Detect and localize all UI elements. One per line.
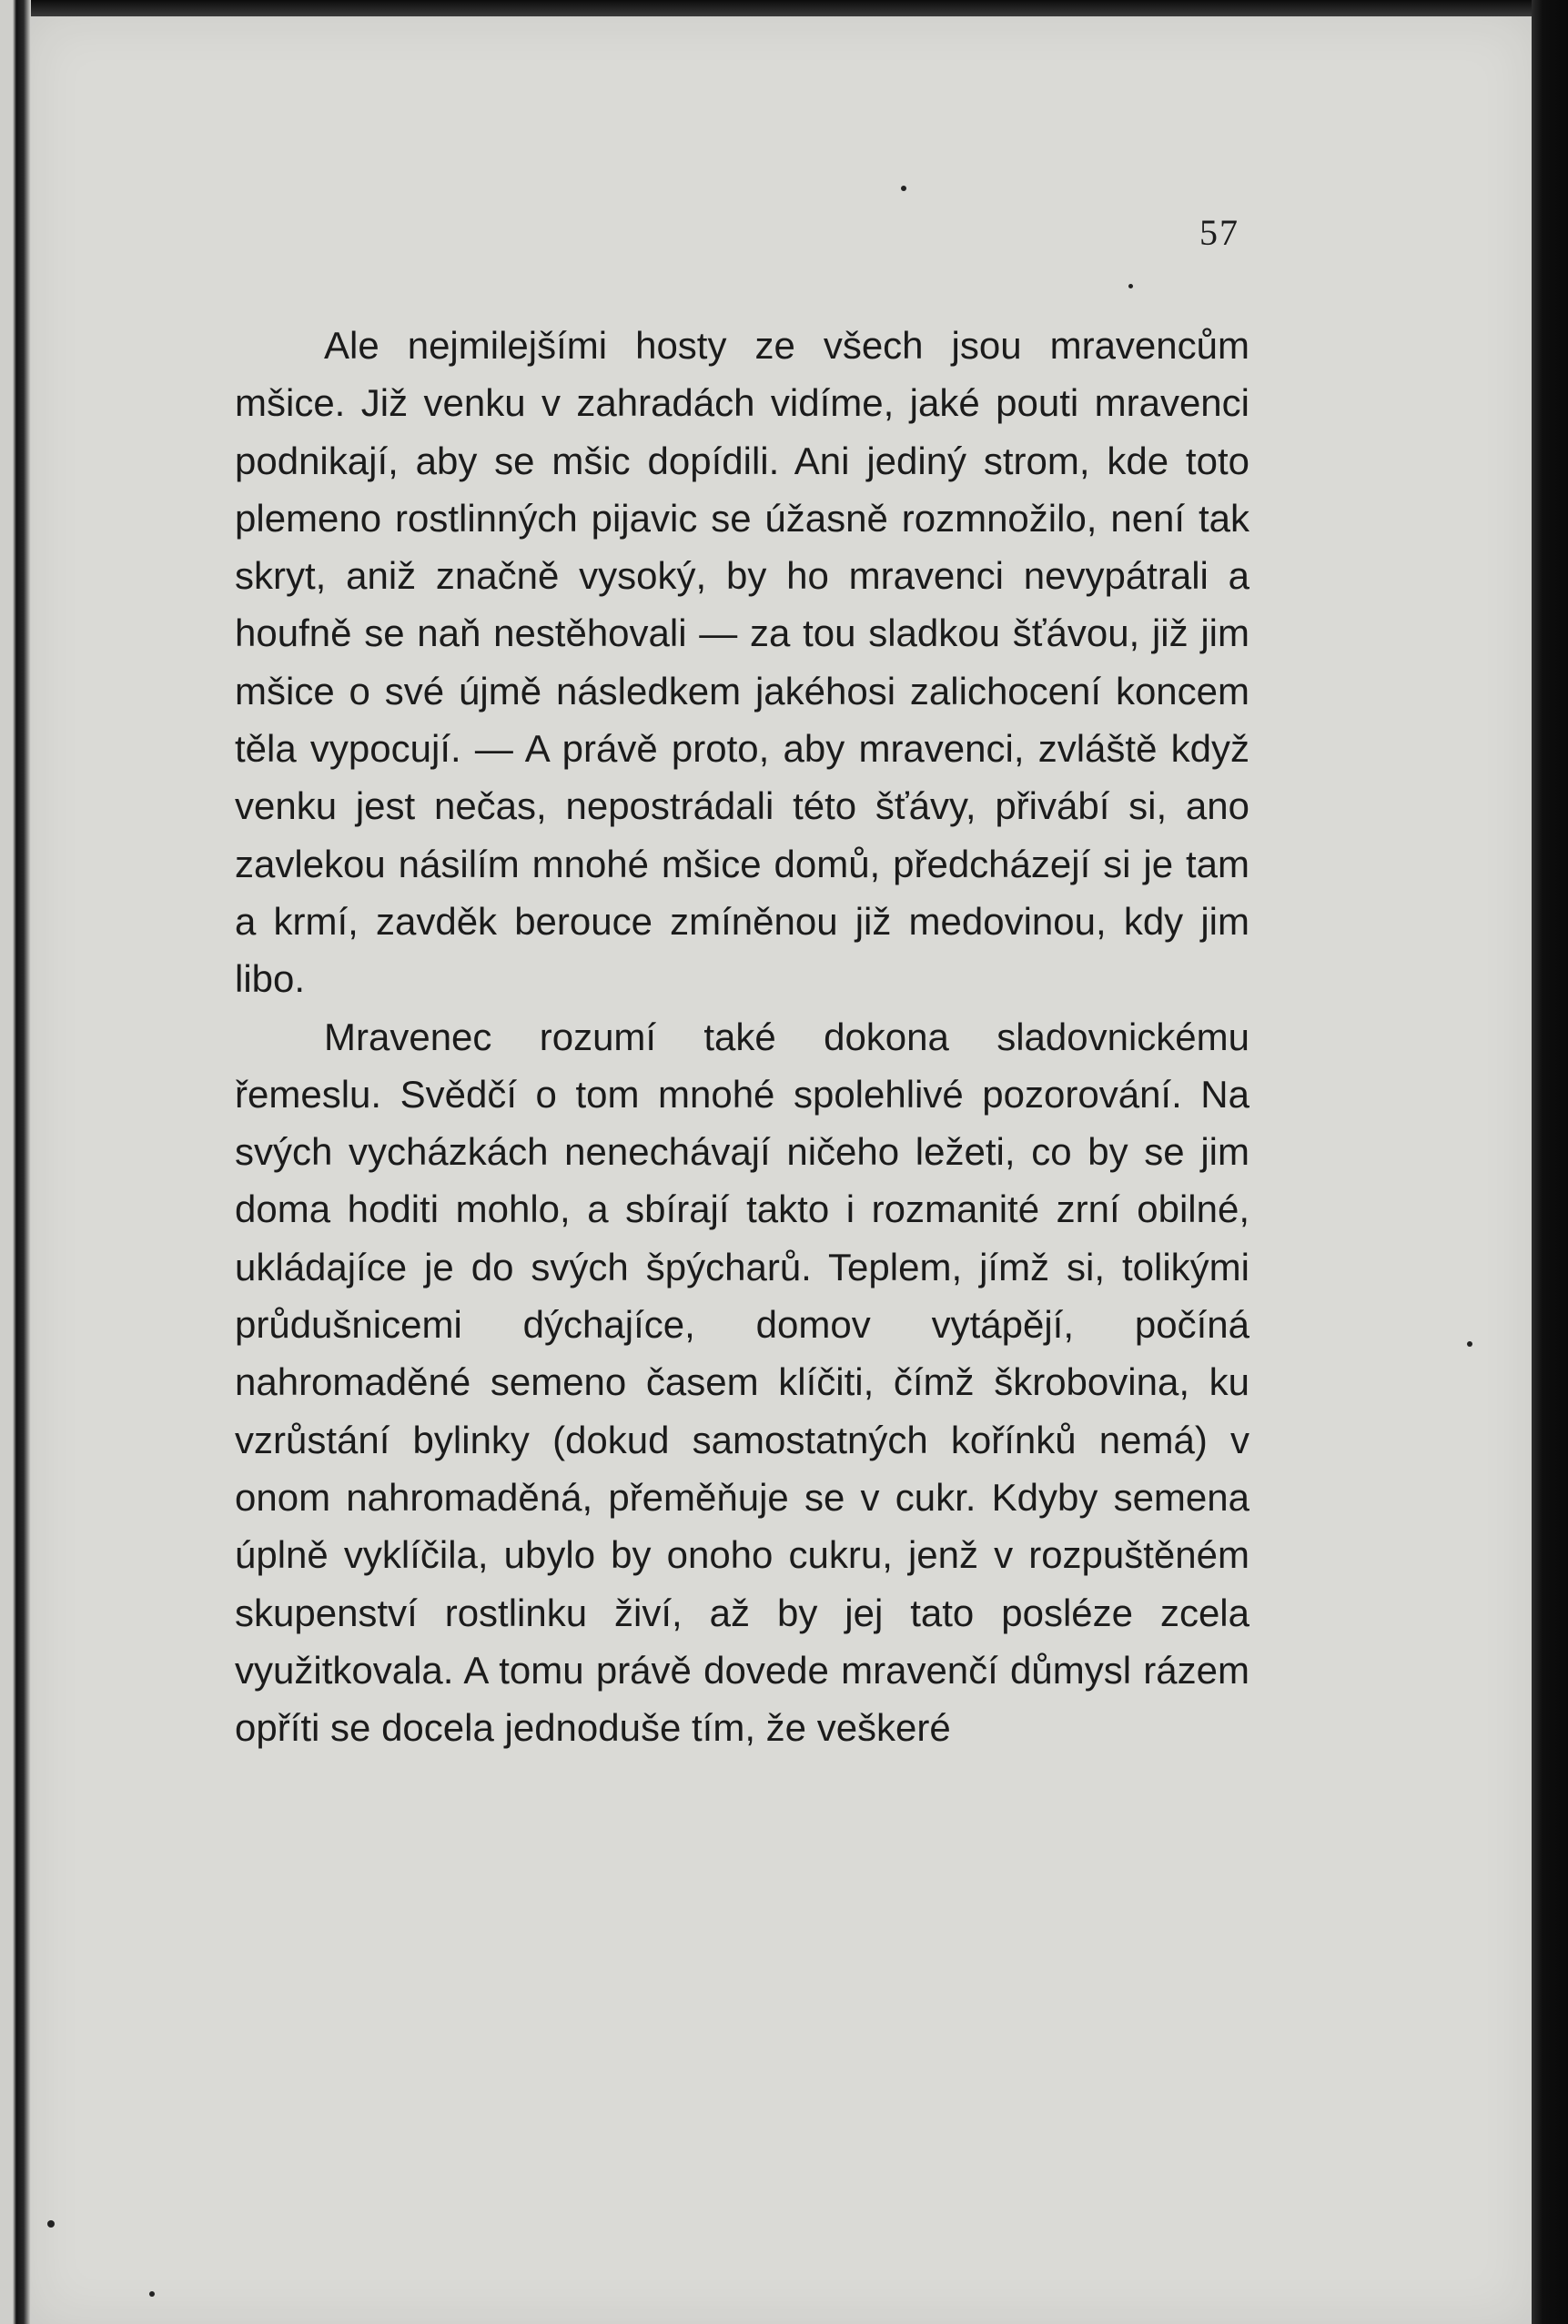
right-page-edge — [1532, 0, 1568, 2324]
paper-speck — [1467, 1341, 1472, 1347]
top-page-edge — [31, 0, 1532, 16]
paper-speck — [47, 2220, 55, 2228]
body-text — [235, 317, 1249, 1756]
paper-speck — [901, 186, 906, 191]
paper-speck — [149, 2291, 155, 2297]
paper-speck — [1128, 284, 1133, 288]
paragraph-2: Mravenec rozumí také dokona sladovnickému řemeslu. Svědčí o tom mnohé spolehlivé pozorování. Na svých vycházkách nenechávají ničeho ležeti, co by se jim doma hoditi mohlo, a sbírají takto i rozmanité zrní obilné, ukládajíce je do svých špýcharů. Teplem, jímž si, tolikými průdušnicemi dýchajíce, domov vytápějí, počíná nahromaděné semeno časem klíčiti, čímž škrobovina, ku vzrůstání bylinky (dokud samostatných kořínků nemá) v onom nahromaděná, přeměňuje se v cukr. Kdyby semena úplně vyklíčila, ubylo by onoho cukru, jenž v rozpuštěném skupenství rostlinku živí, až by jej tato posléze zcela využitkovala. A tomu právě dovede mravenčí důmysl rázem opříti se docela jednoduše tím, že veškeré — [235, 1015, 1249, 1750]
paragraph-1: Ale nejmilejšími hosty ze všech jsou mravencům mšice. Již venku v zahradách vidíme, jaké pouti mravenci podnikají, aby se mšic dopídili. Ani jediný strom, kde toto plemeno rostlinných pijavic se úžasně rozmnožilo, není tak skryt, aniž značně vysoký, by ho mravenci nevypátrali a houfně se naň nestěhovali — za tou sladkou šťávou, již jim mšice o své újmě následkem jakéhosi zalichocení koncem těla vypocují. — A právě proto, aby mravenci, zvláště když venku jest nečas, nepostrádali této šťávy, přivábí si, ano zavlekou násilím mnohé mšice domů, předcházejí si je tam a krmí, zavděk berouce zmíněnou již medovinou, kdy jim libo. — [235, 324, 1249, 1001]
page-number: 57 — [1199, 212, 1239, 253]
left-binding-edge — [0, 0, 31, 2324]
